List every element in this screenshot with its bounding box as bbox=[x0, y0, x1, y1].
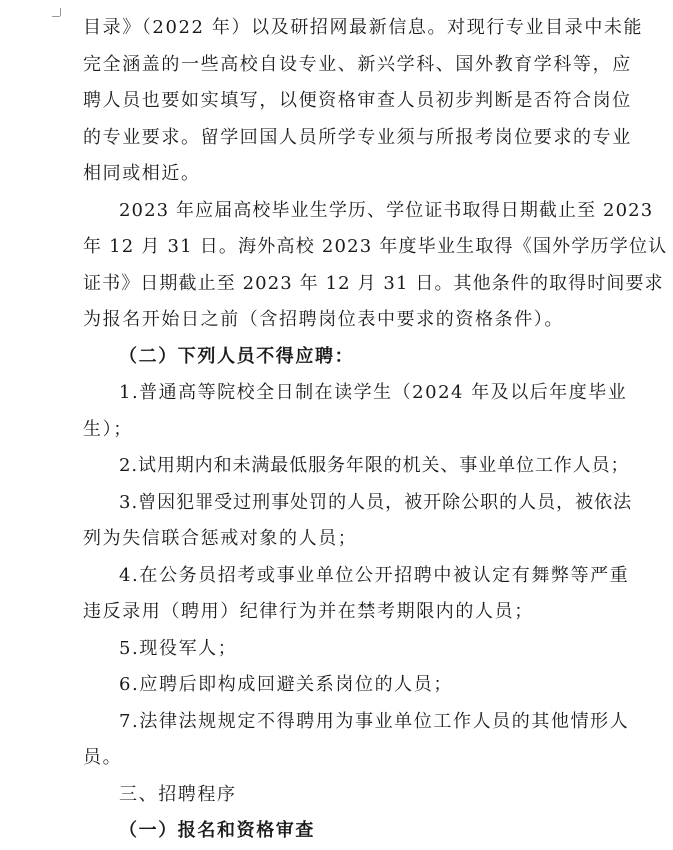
document-body bbox=[83, 10, 668, 850]
subheading-text: （一）报名和资格审查 bbox=[119, 820, 315, 841]
list-item bbox=[83, 704, 630, 777]
text-line: 生）； bbox=[83, 418, 133, 440]
margin-crop-mark bbox=[60, 8, 61, 16]
subheading-text: （二）下列人员不得应聘： bbox=[119, 345, 355, 367]
text-line: 列为失信联合惩戒对象的人员； bbox=[83, 528, 358, 549]
text-line: 5.现役军人； bbox=[119, 637, 238, 659]
text-line: 7.法律法规规定不得聘用为事业单位工作人员的其他情形人 bbox=[119, 710, 630, 732]
text-line: 目录》（2022 年）以及研招网最新信息。对现行专业目录中未能 bbox=[83, 17, 644, 38]
heading-registration-review bbox=[83, 813, 595, 850]
list-item bbox=[83, 558, 630, 631]
text-line: 违反录用（聘用）纪律行为并在禁考期限内的人员； bbox=[83, 601, 534, 622]
text-line: 年 12 月 31 日。海外高校 2023 年度毕业生取得《国外学历学位认 bbox=[83, 236, 668, 257]
text-line: 2.试用期内和未满最低服务年限的机关、事业单位工作人员； bbox=[119, 455, 630, 476]
heading-ineligible-applicants bbox=[83, 339, 595, 376]
text-line: 聘人员也要如实填写，以便资格审查人员初步判断是否符合岗位 bbox=[83, 90, 632, 111]
text-line: 6.应聘后即构成回避关系岗位的人员； bbox=[119, 674, 453, 695]
text-line: 3.曾因犯罪受过刑事处罚的人员，被开除公职的人员，被依法 bbox=[119, 491, 633, 513]
text-line: 2023 年应届高校毕业生学历、学位证书取得日期截止至 2023 bbox=[119, 199, 654, 221]
text-line: 1.普通高等院校全日制在读学生（2024 年及以后年度毕业 bbox=[119, 382, 628, 403]
text-line: 的专业要求。留学回国人员所学专业须与所报考岗位要求的专业 bbox=[83, 126, 632, 148]
list-item bbox=[83, 485, 633, 558]
text-line: 员。 bbox=[83, 747, 123, 768]
margin-crop-mark bbox=[52, 16, 60, 17]
text-line: 证书》日期截止至 2023 年 12 月 31 日。其他条件的取得时间要求 bbox=[83, 272, 664, 294]
text-line: 完全涵盖的一些高校自设专业、新兴学科、国外教育学科等，应 bbox=[83, 53, 632, 75]
list-item bbox=[83, 631, 595, 668]
list-item bbox=[83, 667, 595, 704]
paragraph-graduate-deadline bbox=[83, 193, 668, 339]
text-line: 4.在公务员招考或事业单位公开招聘中被认定有舞弊等严重 bbox=[119, 564, 630, 586]
list-item bbox=[83, 375, 628, 448]
section-heading-text: 三、招聘程序 bbox=[119, 783, 237, 805]
list-item bbox=[83, 448, 630, 485]
paragraph-professional-requirements bbox=[83, 10, 644, 193]
text-line: 为报名开始日之前（含招聘岗位表中要求的资格条件）。 bbox=[83, 309, 564, 330]
text-line: 相同或相近。 bbox=[83, 163, 201, 184]
section-heading-recruitment-procedure bbox=[83, 777, 595, 814]
